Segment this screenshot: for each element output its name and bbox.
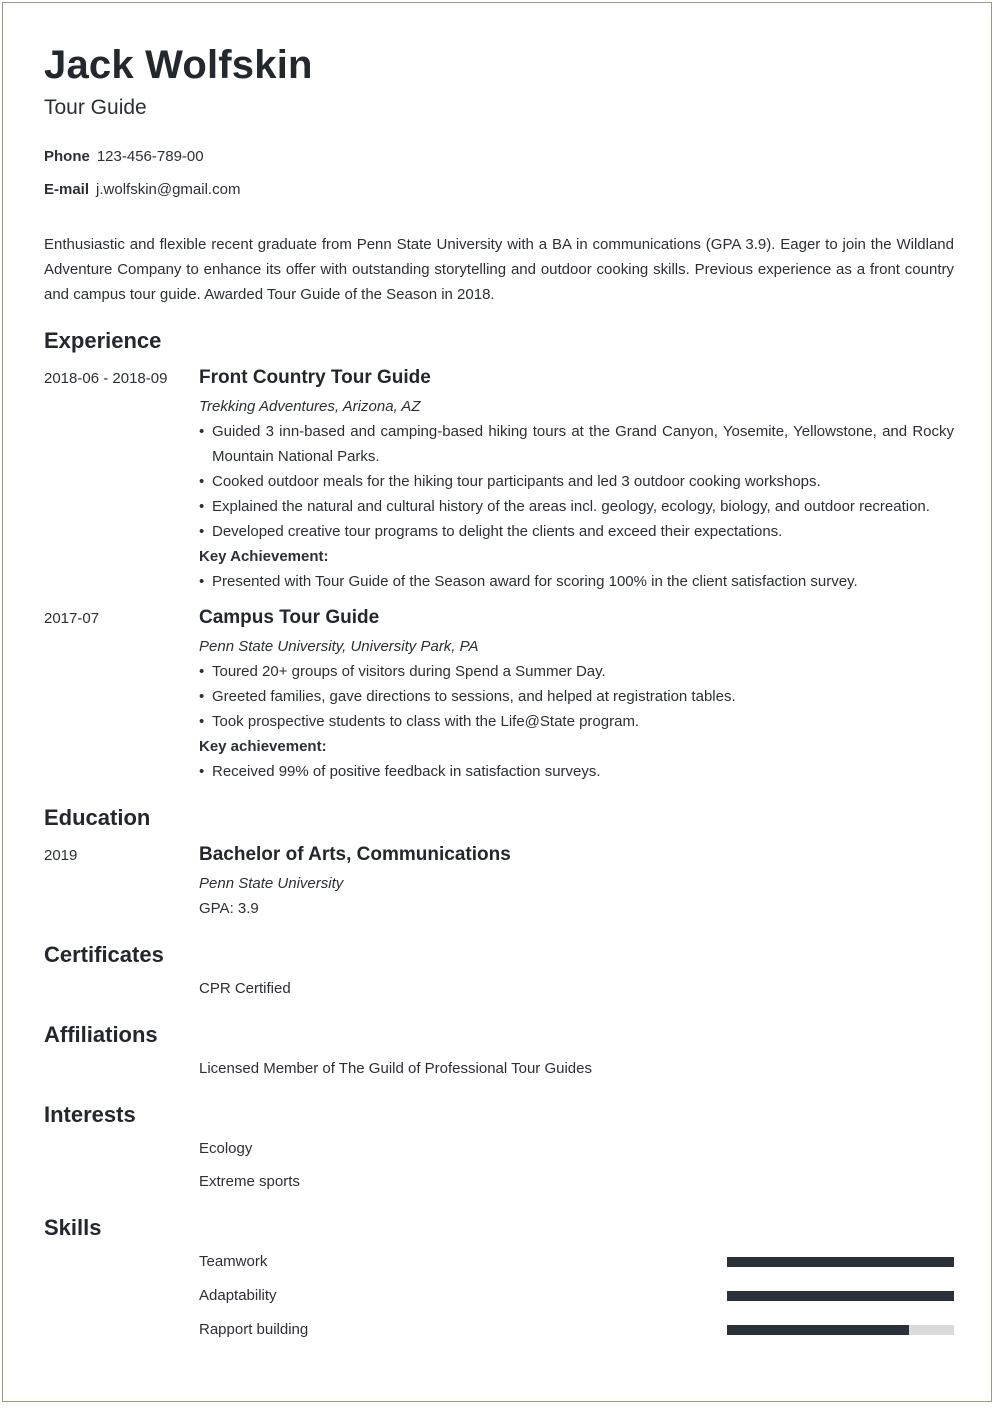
education-entry bbox=[199, 844, 954, 921]
email-row bbox=[44, 181, 240, 198]
candidate-name: Jack Wolfskin bbox=[44, 43, 313, 87]
job-bullet: • Developed creative tour programs to delight the clients and exceed their expectations. bbox=[199, 519, 954, 544]
achievement-bullet: • Presented with Tour Guide of the Season award for scoring 100% in the client satisfaction survey. bbox=[199, 569, 954, 594]
job-bullet: • Explained the natural and cultural history of the areas incl. geology, ecology, biology, and outdoor recreation. bbox=[199, 494, 954, 519]
job-bullet: • Took prospective students to class with the Life@State program. bbox=[199, 709, 954, 734]
skill-level-bar bbox=[727, 1325, 954, 1335]
affiliations-heading: Affiliations bbox=[44, 1022, 158, 1047]
skill-level-fill bbox=[727, 1325, 909, 1335]
achievement-bullets bbox=[199, 759, 954, 784]
interest-item: Ecology bbox=[199, 1140, 253, 1157]
certificate-item: CPR Certified bbox=[199, 980, 291, 997]
job-title: Campus Tour Guide bbox=[199, 607, 380, 628]
job-bullets bbox=[199, 419, 954, 544]
phone-row bbox=[44, 148, 204, 165]
key-achievement-label: Key Achievement: bbox=[199, 548, 329, 565]
skill-name: Rapport building bbox=[199, 1321, 309, 1338]
job-bullet: • Greeted families, gave directions to sessions, and helped at registration tables. bbox=[199, 684, 954, 709]
skill-level-fill bbox=[727, 1257, 954, 1267]
education-year: 2019 bbox=[44, 847, 78, 864]
education-heading: Education bbox=[44, 805, 151, 830]
key-achievement-label: Key achievement: bbox=[199, 738, 327, 755]
job-company: Penn State University, University Park, PA bbox=[199, 638, 479, 655]
job-bullet: • Toured 20+ groups of visitors during Spend a Summer Day. bbox=[199, 659, 954, 684]
job-dates: 2018-06 - 2018-09 bbox=[44, 370, 168, 387]
achievement-bullet: • Received 99% of positive feedback in satisfaction surveys. bbox=[199, 759, 954, 784]
job-company: Trekking Adventures, Arizona, AZ bbox=[199, 398, 421, 415]
skill-name: Teamwork bbox=[199, 1253, 268, 1270]
job-entry bbox=[199, 607, 954, 784]
job-bullet: • Guided 3 inn-based and camping-based hiking tours at the Grand Canyon, Yosemite, Yellowstone, and Rocky Mountain National Parks. bbox=[199, 419, 954, 469]
certificates-heading: Certificates bbox=[44, 942, 164, 967]
job-bullet: • Cooked outdoor meals for the hiking tour participants and led 3 outdoor cooking workshops. bbox=[199, 469, 954, 494]
affiliation-item: Licensed Member of The Guild of Professional Tour Guides bbox=[199, 1060, 592, 1077]
gpa: GPA: 3.9 bbox=[199, 900, 259, 917]
resume-page bbox=[2, 2, 992, 1402]
experience-heading: Experience bbox=[44, 328, 162, 353]
skill-level-fill bbox=[727, 1291, 954, 1301]
interests-heading: Interests bbox=[44, 1102, 136, 1127]
job-bullets bbox=[199, 659, 954, 734]
job-title: Front Country Tour Guide bbox=[199, 367, 431, 388]
achievement-bullets bbox=[199, 569, 954, 594]
interest-item: Extreme sports bbox=[199, 1173, 300, 1190]
skill-level-bar bbox=[727, 1257, 954, 1267]
job-entry bbox=[199, 367, 954, 594]
phone-label: Phone bbox=[44, 148, 90, 165]
skills-heading: Skills bbox=[44, 1215, 102, 1240]
phone-value: 123-456-789-00 bbox=[96, 148, 204, 165]
job-dates: 2017-07 bbox=[44, 610, 100, 627]
skill-level-bar bbox=[727, 1291, 954, 1301]
email-value: j.wolfskin@gmail.com bbox=[96, 181, 241, 198]
email-label: E-mail bbox=[44, 181, 90, 198]
degree-title: Bachelor of Arts, Communications bbox=[199, 844, 511, 865]
profile-summary: Enthusiastic and flexible recent graduate from Penn State University with a BA in communications (GPA 3.9). Eager to join the Wildland Adventure Company to enhance its offer with outstanding storytelling and outdoor cooking skills. Previous experience as a front country and campus tour guide. Awarded Tour Guide of the Season in 2018. bbox=[44, 236, 954, 303]
skill-name: Adaptability bbox=[199, 1287, 277, 1304]
school-name: Penn State University bbox=[199, 875, 344, 892]
candidate-title: Tour Guide bbox=[44, 96, 147, 119]
